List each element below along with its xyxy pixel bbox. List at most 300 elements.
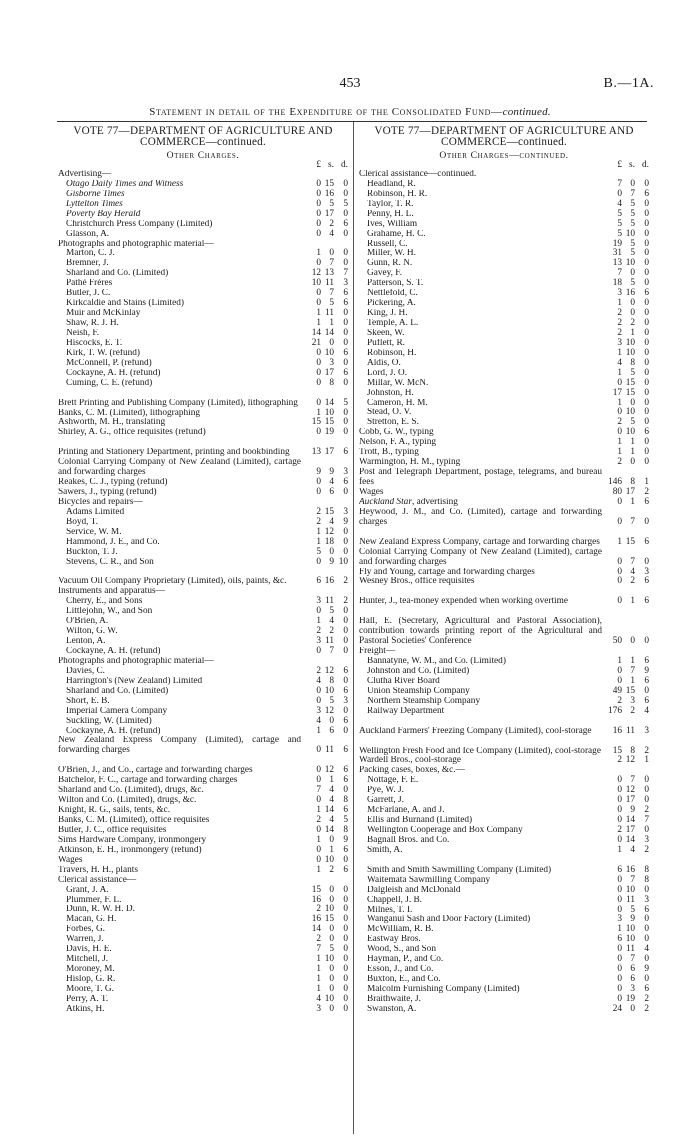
entry-label: Milnes, T. I. <box>367 905 413 915</box>
entry-pounds: 0 <box>316 347 321 358</box>
entry-shillings: 17 <box>625 487 635 497</box>
entry-pence: 0 <box>644 327 649 338</box>
entry-label: Gavey, F. <box>367 269 403 279</box>
entry-pence: 0 <box>644 198 649 209</box>
right-entry-row <box>359 657 649 667</box>
left-entry-row <box>58 538 348 548</box>
entry-shillings: 1 <box>329 844 334 855</box>
entry-pence: 0 <box>343 417 348 428</box>
entry-shillings: 10 <box>625 347 635 358</box>
left-entry-row <box>58 637 348 647</box>
entry-shillings: 15 <box>324 178 334 189</box>
entry-shillings: 12 <box>625 785 635 796</box>
entry-shillings: 12 <box>324 665 334 676</box>
entry-pounds: 6 <box>617 934 622 945</box>
entry-pounds: 0 <box>617 944 622 955</box>
entry-pence: 6 <box>343 477 348 488</box>
entry-shillings: 0 <box>630 268 635 279</box>
left-entry-row <box>58 389 348 409</box>
entry-label: Gunn, R. N. <box>367 259 413 269</box>
entry-pence: 0 <box>644 636 649 647</box>
entry-pounds: 0 <box>316 606 321 617</box>
right-entry-row <box>359 299 649 309</box>
entry-pence: 9 <box>644 964 649 975</box>
entry-pence: 3 <box>343 467 348 478</box>
entry-pence: 0 <box>343 974 348 985</box>
entry-pence: 6 <box>343 715 348 726</box>
top-rule <box>57 121 647 122</box>
right-entry-row <box>359 955 649 965</box>
entry-pence: 3 <box>644 894 649 905</box>
right-entry-row <box>359 796 649 806</box>
entry-shillings: 8 <box>329 675 334 686</box>
entry-pounds: 0 <box>316 258 321 269</box>
entry-pence: 10 <box>338 556 348 567</box>
entry-pence: 0 <box>343 616 348 627</box>
entry-pence: 0 <box>644 407 649 418</box>
entry-shillings: 11 <box>325 308 334 319</box>
entry-pounds: 0 <box>316 487 321 498</box>
entry-pounds: 0 <box>617 884 622 895</box>
entry-pounds: 0 <box>617 954 622 965</box>
entry-pence: 0 <box>343 407 348 418</box>
entry-pence: 0 <box>644 377 649 388</box>
entry-pounds: 0 <box>617 596 622 607</box>
entry-label: Northern Steamship Company <box>367 696 481 706</box>
entry-pence: 6 <box>343 805 348 816</box>
entry-pence: 0 <box>644 298 649 309</box>
entry-pence: 6 <box>343 745 348 756</box>
entry-pence: 0 <box>343 208 348 219</box>
left-entry-row <box>58 508 348 518</box>
entry-pounds: 0 <box>316 427 321 438</box>
entry-label: Cockayne, A. H. (refund) <box>66 647 161 657</box>
entry-shillings: 15 <box>324 506 334 517</box>
right-entry-row <box>359 766 649 776</box>
entry-pounds: 1 <box>316 248 321 259</box>
entry-label: Butler, J. C., office requisites <box>58 825 167 835</box>
entry-pounds: 24 <box>612 1003 622 1014</box>
entry-label: Poverty Bay Herald <box>66 209 141 219</box>
entry-label: Clerical assistance—continued. <box>359 169 477 179</box>
entry-label: Puflett, R. <box>367 338 405 348</box>
entry-pounds: 0 <box>617 188 622 199</box>
entry-label: Johnston and Co. (Limited) <box>367 666 470 676</box>
right-entry-row <box>359 935 649 945</box>
entry-pence: 0 <box>644 924 649 935</box>
entry-pounds: 0 <box>316 357 321 368</box>
entry-shillings: 16 <box>625 864 635 875</box>
entry-label: Eastway Bros. <box>367 935 421 945</box>
entry-pounds: 2 <box>617 825 622 836</box>
right-entry-row <box>359 339 649 349</box>
entry-label: Sharland and Co. (Limited), drugs, &c. <box>58 786 204 796</box>
entry-pence: 0 <box>343 258 348 269</box>
entry-shillings: 0 <box>329 884 334 895</box>
entry-pounds: 2 <box>316 665 321 676</box>
left-entry-row <box>58 896 348 906</box>
right-entry-row <box>359 945 649 955</box>
entry-pounds: 0 <box>617 785 622 796</box>
entry-pounds: 0 <box>617 795 622 806</box>
entry-label: New Zealand Express Company (Limited), cartage and forwarding charges <box>58 736 301 756</box>
entry-label: Garrett, J. <box>367 796 404 806</box>
entry-label: Chappell, J. B. <box>367 895 423 905</box>
shillings-header: s. <box>629 160 635 170</box>
right-entry-row <box>359 568 649 578</box>
entry-shillings: 7 <box>630 665 635 676</box>
right-entry-row <box>359 548 649 568</box>
left-entry-row <box>58 329 348 339</box>
left-entry-row <box>58 418 348 428</box>
left-entry-row <box>58 756 348 776</box>
entry-label: Ives, William <box>367 219 418 229</box>
right-entry-row <box>359 836 649 846</box>
left-entry-row <box>58 409 348 419</box>
entry-pence: 6 <box>644 904 649 915</box>
entry-label: Bannatyne, W. M., and Co. (Limited) <box>367 657 506 667</box>
entry-label: Headland, R. <box>367 179 416 189</box>
entry-label: Warren, J. <box>66 935 104 945</box>
entry-label: Neish, F. <box>66 328 100 338</box>
entry-pence: 0 <box>644 795 649 806</box>
entry-shillings: 14 <box>324 397 334 408</box>
entry-pounds: 0 <box>617 984 622 995</box>
right-column <box>359 126 649 1015</box>
entry-pounds: 12 <box>311 268 321 279</box>
right-entry-row <box>359 468 649 488</box>
entry-label: O'Brien, A. <box>66 617 109 627</box>
entry-pence: 6 <box>644 656 649 667</box>
left-entry-row <box>58 379 348 389</box>
entry-label: Railway Department <box>367 706 445 716</box>
entry-pounds: 2 <box>617 755 622 766</box>
entry-pounds: 3 <box>316 596 321 607</box>
entry-label: Cobb, G. W., typing <box>359 428 434 438</box>
left-entry-row <box>58 558 348 568</box>
entry-shillings: 8 <box>630 357 635 368</box>
left-entry-row <box>58 607 348 617</box>
entry-pence: 0 <box>343 318 348 329</box>
entry-pounds: 0 <box>316 397 321 408</box>
right-entry-row <box>359 876 649 886</box>
entry-shillings: 0 <box>329 964 334 975</box>
entry-shillings: 0 <box>329 546 334 557</box>
entry-pence: 0 <box>644 884 649 895</box>
left-entry-row <box>58 488 348 498</box>
entry-pence: 6 <box>644 695 649 706</box>
entry-pounds: 2 <box>316 506 321 517</box>
entry-label: Wood, S., and Son <box>367 945 436 955</box>
entry-label: Sharland and Co. (Limited) <box>66 686 169 696</box>
entry-pounds: 31 <box>612 248 622 259</box>
entry-label: Banks, C. M. (Limited), lithographing <box>58 408 201 418</box>
entry-shillings: 15 <box>625 685 635 696</box>
entry-pounds: 1 <box>316 805 321 816</box>
left-entry-row <box>58 548 348 558</box>
entry-label: Miller, W. H. <box>367 249 416 259</box>
entry-shillings: 7 <box>630 874 635 885</box>
entry-pounds: 16 <box>311 894 321 905</box>
entry-pence: 0 <box>343 536 348 547</box>
entry-pence: 0 <box>343 914 348 925</box>
entry-shillings: 7 <box>630 556 635 567</box>
entry-pounds: 0 <box>617 874 622 885</box>
entry-shillings: 2 <box>630 705 635 716</box>
entry-label: Smith and Smith Sawmilling Company (Limited) <box>367 865 552 875</box>
entry-shillings: 0 <box>329 983 334 994</box>
entry-pounds: 5 <box>617 228 622 239</box>
entry-label: Knight, R. G., sails, tents, &c. <box>58 806 171 816</box>
entry-pounds: 18 <box>612 278 622 289</box>
right-entry-row <box>359 250 649 260</box>
entry-shillings: 4 <box>329 795 334 806</box>
entry-shillings: 4 <box>630 566 635 577</box>
entry-shillings: 2 <box>329 218 334 229</box>
entry-pence: 3 <box>343 278 348 289</box>
entry-shillings: 0 <box>630 457 635 468</box>
entry-pounds: 176 <box>608 705 622 716</box>
left-entry-row <box>58 250 348 260</box>
entry-label: Cameron, H. M. <box>367 398 428 408</box>
entry-shillings: 11 <box>325 278 334 289</box>
entry-pence: 0 <box>644 417 649 428</box>
right-entry-row <box>359 448 649 458</box>
entry-pence: 0 <box>343 606 348 617</box>
entry-pence: 4 <box>644 705 649 716</box>
entry-shillings: 3 <box>630 695 635 706</box>
entry-shillings: 15 <box>625 387 635 398</box>
entry-pence: 0 <box>644 308 649 319</box>
right-entry-row <box>359 170 649 180</box>
entry-label: Clutha River Board <box>367 676 440 686</box>
entry-shillings: 10 <box>625 884 635 895</box>
left-entry-row <box>58 299 348 309</box>
entry-pence: 6 <box>343 665 348 676</box>
entry-label: Travers, H. H., plants <box>58 865 138 875</box>
entry-pounds: 80 <box>612 487 622 497</box>
left-entry-row <box>58 786 348 796</box>
entry-pounds: 6 <box>617 864 622 875</box>
entry-pence: 0 <box>343 983 348 994</box>
pounds-header: £ <box>316 160 321 170</box>
entry-pence: 6 <box>343 347 348 358</box>
entry-pounds: 7 <box>617 268 622 279</box>
entry-pence: 6 <box>644 984 649 995</box>
entry-pence: 6 <box>343 864 348 875</box>
entry-label: Lyttelton Times <box>66 199 123 209</box>
entry-pence: 0 <box>343 954 348 965</box>
entry-pounds: 7 <box>316 944 321 955</box>
entry-label: Waitemata Sawmilling Company <box>367 875 491 885</box>
entry-shillings: 15 <box>625 536 635 547</box>
entry-pounds: 0 <box>316 477 321 488</box>
left-entry-row <box>58 617 348 627</box>
entry-pence: 3 <box>644 834 649 845</box>
entry-shillings: 11 <box>626 894 635 905</box>
entry-label: Macan, G. H. <box>66 915 117 925</box>
entry-shillings: 5 <box>329 198 334 209</box>
entry-shillings: 7 <box>630 188 635 199</box>
entry-pence: 0 <box>343 377 348 388</box>
entry-label: Plummer, F. L. <box>66 895 122 905</box>
entry-pounds: 0 <box>617 815 622 826</box>
entry-label: Moore, T. G. <box>66 984 114 994</box>
entry-pence: 6 <box>343 775 348 786</box>
right-entry-row <box>359 488 649 498</box>
right-entry-row <box>359 190 649 200</box>
entry-pounds: 1 <box>617 347 622 358</box>
left-entry-row <box>58 737 348 757</box>
entry-pounds: 2 <box>617 695 622 706</box>
entry-pence: 6 <box>343 765 348 776</box>
right-entry-row <box>359 925 649 935</box>
entry-shillings: 10 <box>324 685 334 696</box>
entry-pence: 0 <box>343 188 348 199</box>
entry-pounds: 13 <box>612 258 622 269</box>
entry-pounds: 1 <box>316 536 321 547</box>
entry-pounds: 3 <box>316 705 321 716</box>
entry-pounds: 0 <box>316 685 321 696</box>
entry-shillings: 8 <box>630 477 635 488</box>
left-entry-row <box>58 945 348 955</box>
entry-shillings: 5 <box>630 248 635 259</box>
entry-pence: 0 <box>644 367 649 378</box>
entry-pence: 0 <box>644 457 649 468</box>
entry-label: Penny, H. L. <box>367 209 414 219</box>
entry-shillings: 17 <box>324 447 334 458</box>
entry-label: Robinson, H. <box>367 348 417 358</box>
entry-pounds: 19 <box>612 238 622 249</box>
left-entry-row <box>58 359 348 369</box>
entry-pounds: 4 <box>617 357 622 368</box>
entry-pounds: 0 <box>316 795 321 806</box>
right-entry-row <box>359 826 649 836</box>
entry-pence: 6 <box>644 288 649 299</box>
entry-shillings: 1 <box>630 675 635 686</box>
entry-shillings: 11 <box>325 636 334 647</box>
entry-label: Lord, J. O. <box>367 368 408 378</box>
entry-shillings: 7 <box>630 516 635 527</box>
left-entry-row <box>58 220 348 230</box>
left-entry-row <box>58 796 348 806</box>
entry-label: McConnell, P. (refund) <box>66 358 152 368</box>
entry-shillings: 10 <box>324 993 334 1004</box>
left-entry-row <box>58 717 348 727</box>
entry-shillings: 14 <box>324 824 334 835</box>
entry-pence: 0 <box>343 526 348 537</box>
right-entry-row <box>359 220 649 230</box>
right-entry-row <box>359 180 649 190</box>
entry-pounds: 0 <box>617 576 622 587</box>
entry-pence: 2 <box>343 576 348 587</box>
entry-pence: 6 <box>644 596 649 607</box>
entry-pence: 0 <box>343 904 348 915</box>
entry-pence: 0 <box>343 487 348 498</box>
entry-label: Hunter, J., tea-money expended when working overtime <box>359 597 569 607</box>
entry-pounds: 1 <box>316 616 321 627</box>
entry-label: Brett Printing and Publishing Company (Limited), lithographing <box>58 398 298 408</box>
entry-label: Cockayne, A. H. (refund) <box>66 368 161 378</box>
entry-label: Ellis and Burnand (Limited) <box>367 816 473 826</box>
pence-header: d. <box>642 160 649 170</box>
entry-shillings: 7 <box>630 775 635 786</box>
left-entry-row <box>58 776 348 786</box>
entry-pence: 2 <box>644 745 649 756</box>
entry-label: Bicycles and repairs— <box>58 497 143 507</box>
entry-shillings: 0 <box>329 248 334 259</box>
entry-label: Moroney, M. <box>66 965 115 975</box>
left-entry-row <box>58 458 348 478</box>
left-entry-row <box>58 210 348 220</box>
left-entry-row <box>58 647 348 657</box>
left-entry-row <box>58 935 348 945</box>
entry-shillings: 5 <box>630 417 635 428</box>
entry-shillings: 18 <box>324 536 334 547</box>
right-entry-row <box>359 906 649 916</box>
entry-pounds: 0 <box>617 665 622 676</box>
entry-pence: 6 <box>644 496 649 507</box>
entry-label: Shaw, R. J. H. <box>66 319 119 329</box>
entry-shillings: 10 <box>625 258 635 269</box>
entry-pence: 0 <box>644 208 649 219</box>
right-vote-title: VOTE 77—DEPARTMENT OF AGRICULTURE AND COMMERCE—continued. <box>374 125 634 148</box>
entry-pence: 0 <box>644 347 649 358</box>
entry-shillings: 9 <box>329 556 334 567</box>
left-entry-row <box>58 985 348 995</box>
right-entry-row <box>359 418 649 428</box>
entry-label: Wanganui Sash and Door Factory (Limited) <box>367 915 531 925</box>
entry-pence: 0 <box>343 993 348 1004</box>
entry-label: Atkins, H. <box>66 1004 105 1014</box>
entry-shillings: 16 <box>625 288 635 299</box>
entry-label: Freight— <box>359 647 396 657</box>
entry-shillings: 10 <box>324 954 334 965</box>
entry-pence: 2 <box>644 487 649 497</box>
entry-pounds: 3 <box>617 288 622 299</box>
entry-label: Swanston, A. <box>367 1004 417 1014</box>
entry-shillings: 5 <box>630 218 635 229</box>
entry-pounds: 2 <box>617 417 622 428</box>
statement-title-suffix: continued. <box>502 106 551 118</box>
entry-shillings: 4 <box>329 516 334 527</box>
entry-pence: 0 <box>644 258 649 269</box>
right-entry-row <box>359 667 649 677</box>
entry-pence: 0 <box>343 725 348 736</box>
left-entry-row <box>58 349 348 359</box>
entry-pounds: 0 <box>617 974 622 985</box>
right-entry-row <box>359 309 649 319</box>
entry-label: Boyd, T. <box>66 517 98 527</box>
left-vote-title: VOTE 77—DEPARTMENT OF AGRICULTURE AND COMMERCE—continued. <box>73 125 333 148</box>
entry-pounds: 0 <box>316 218 321 229</box>
entry-shillings: 16 <box>324 576 334 587</box>
entry-pounds: 13 <box>311 447 321 458</box>
entry-pence: 0 <box>343 178 348 189</box>
entry-label: Service, W. M. <box>66 527 122 537</box>
entry-pounds: 2 <box>617 308 622 319</box>
entry-pounds: 2 <box>316 516 321 527</box>
entry-shillings: 1 <box>630 327 635 338</box>
entry-shillings: 2 <box>630 318 635 329</box>
entry-shillings: 0 <box>630 298 635 309</box>
entry-shillings: 1 <box>329 775 334 786</box>
entry-pence: 9 <box>343 834 348 845</box>
entry-shillings: 19 <box>625 993 635 1004</box>
entry-pence: 0 <box>644 268 649 279</box>
entry-label: Heywood, J. M., and Co. (Limited), cartage and forwarding charges <box>359 507 602 527</box>
right-entry-row <box>359 697 649 707</box>
